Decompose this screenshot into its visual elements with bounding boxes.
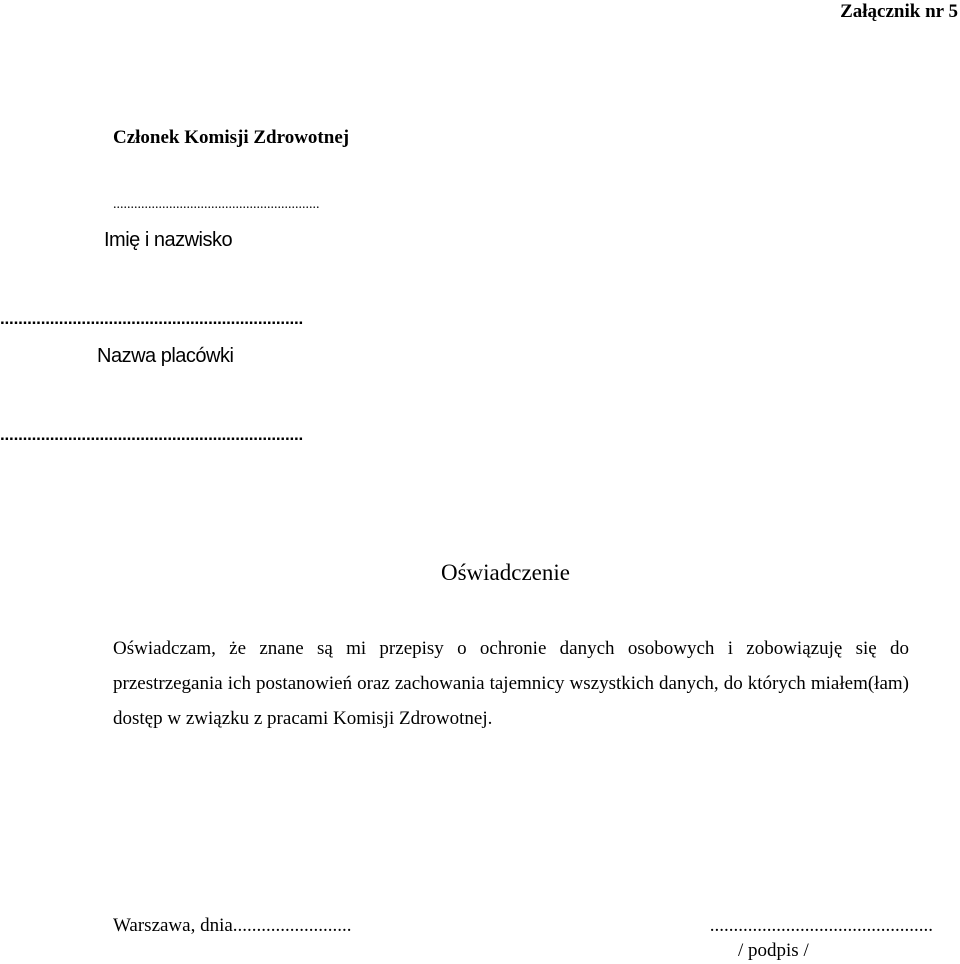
signature-label: / podpis /: [738, 940, 809, 961]
extra-fill-line: ...................................................................: [0, 425, 304, 444]
institution-label: Nazwa placówki: [97, 345, 234, 367]
place-date-line: Warszawa, dnia.........................: [113, 915, 352, 936]
name-fill-line: ...........................................................: [113, 197, 320, 212]
attachment-label: Załącznik nr 5: [840, 1, 958, 22]
member-title: Członek Komisji Zdrowotnej: [113, 127, 350, 148]
statement-paragraph: Oświadczam, że znane są mi przepisy o ochronie danych osobowych i zobowiązuję się do przestrzegania ich postanowień oraz zachowania tajemnicy wszystkich danych, do których miałem(łam) dostęp w związku z pracami Komisji Zdrowotnej.: [113, 638, 909, 729]
name-label: Imię i nazwisko: [104, 229, 233, 251]
document-heading: Oświadczenie: [441, 560, 570, 585]
signature-fill-line: ...............................................: [709, 915, 933, 936]
institution-fill-line: ...................................................................: [0, 309, 304, 328]
